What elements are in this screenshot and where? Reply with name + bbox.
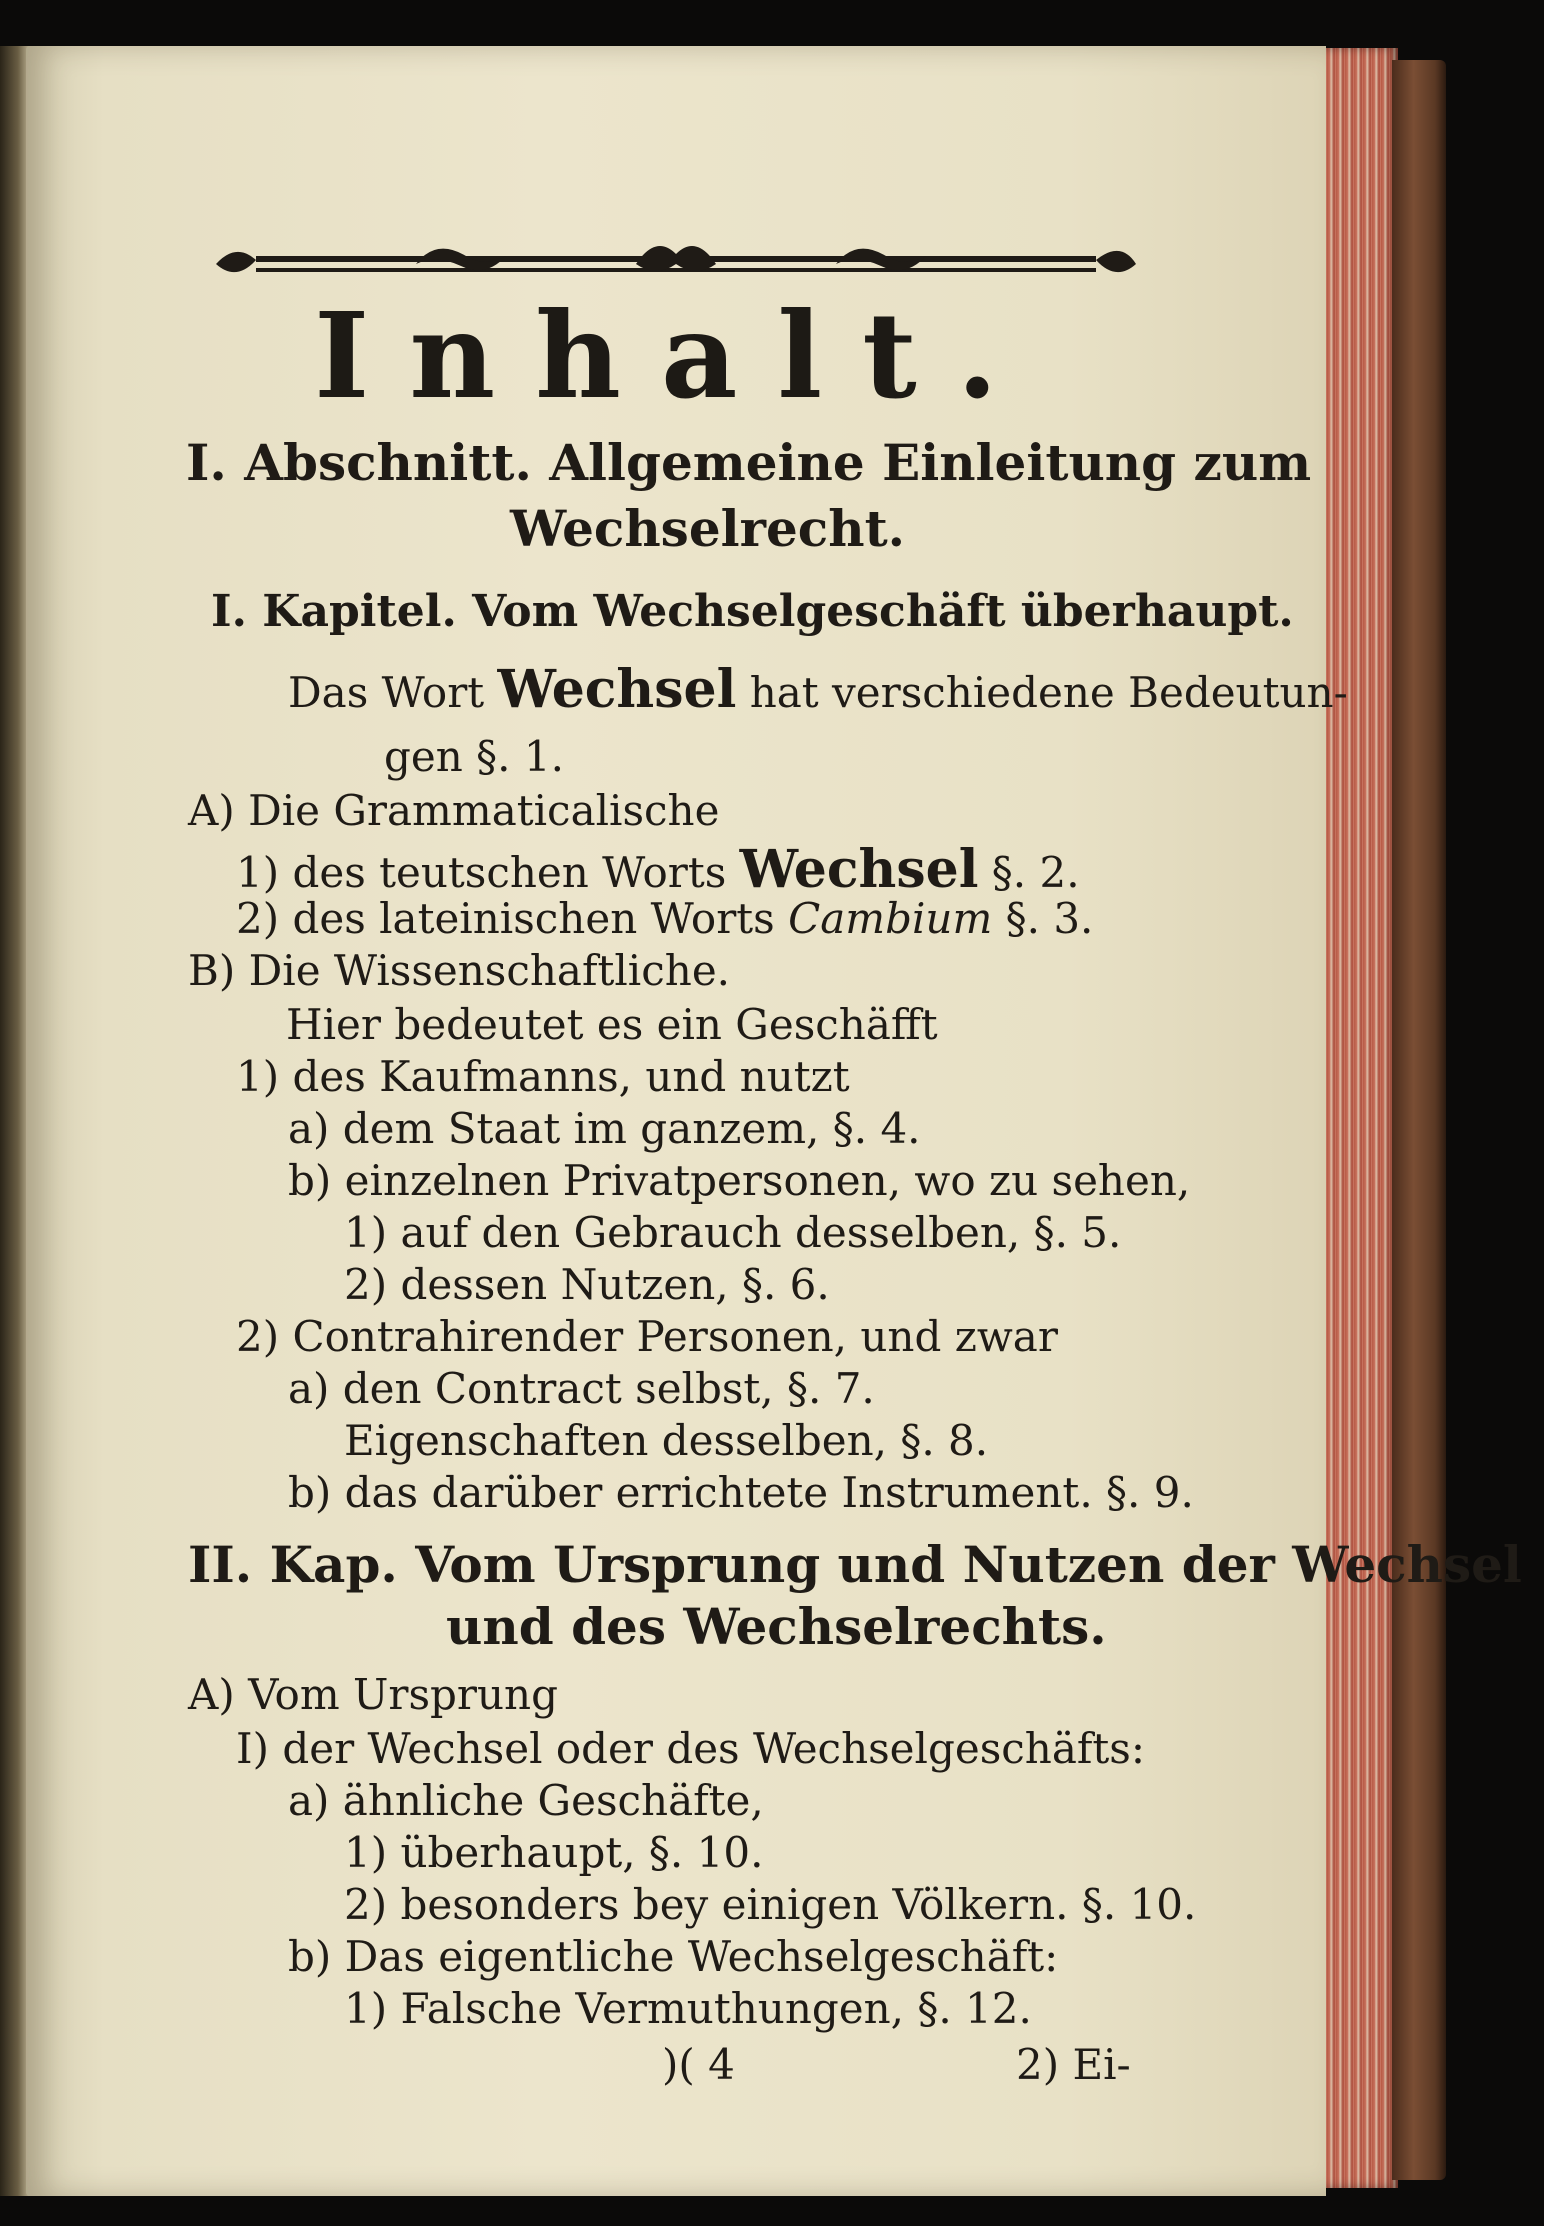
toc-entry: b) einzelnen Privatpersonen, wo zu sehen,	[288, 1156, 1191, 1205]
toc-entry: a) ähnliche Geschäfte,	[288, 1776, 764, 1825]
toc-entry: gen §. 1.	[384, 732, 564, 781]
catchword: 2) Ei-	[1016, 2040, 1131, 2089]
toc-emph: Wechsel	[497, 659, 737, 720]
toc-text: 1) des teutschen Worts	[236, 848, 740, 897]
toc-entry: 2) dessen Nutzen, §. 6.	[344, 1260, 830, 1309]
chapter-heading: I. Kapitel. Vom Wechselgeschäft überhaupt.	[211, 586, 1294, 637]
toc-text: hat verschiedene Bedeutun-	[736, 668, 1348, 717]
toc-entry: 2) besonders bey einigen Völkern. §. 10.	[344, 1880, 1197, 1929]
chapter-heading: II. Kap. Vom Ursprung und Nutzen der Wechsel	[188, 1535, 1522, 1594]
toc-entry: 2) Contrahirender Personen, und zwar	[236, 1312, 1058, 1361]
toc-text: §. 3.	[992, 894, 1094, 943]
section-heading-cont: Wechselrecht.	[510, 499, 906, 558]
toc-entry: A) Die Grammaticalische	[188, 786, 720, 835]
book-cover	[1392, 60, 1446, 2180]
toc-text: Das Wort	[288, 668, 498, 717]
section-heading: I. Abschnitt. Allgemeine Einleitung zum	[186, 433, 1312, 492]
toc-entry	[288, 659, 1348, 720]
toc-entry: B) Die Wissenschaftliche.	[188, 946, 731, 995]
signature-mark: )( 4	[662, 2040, 735, 2089]
toc-entry: A) Vom Ursprung	[188, 1670, 558, 1719]
toc-entry: Hier bedeutet es ein Geschäfft	[286, 1000, 938, 1049]
toc-emph: Cambium	[788, 894, 993, 943]
book-page	[26, 46, 1522, 2196]
toc-entry: 1) überhaupt, §. 10.	[344, 1828, 764, 1877]
toc-entry: b) Das eigentliche Wechselgeschäft:	[288, 1932, 1059, 1981]
page-edges	[1318, 48, 1398, 2188]
toc-entry: 1) Falsche Vermuthungen, §. 12.	[344, 1984, 1032, 2033]
toc-entry: Eigenschaften desselben, §. 8.	[344, 1416, 989, 1465]
toc-text: 2) des lateinischen Worts	[236, 894, 789, 943]
toc-text: §. 2.	[978, 848, 1080, 897]
toc-entry: I) der Wechsel oder des Wechselgeschäfts:	[236, 1724, 1146, 1773]
toc-entry	[236, 839, 1080, 900]
chapter-heading-cont: und des Wechselrechts.	[446, 1597, 1107, 1656]
toc-entry: a) dem Staat im ganzem, §. 4.	[288, 1104, 921, 1153]
toc-entry: 1) des Kaufmanns, und nutzt	[236, 1052, 850, 1101]
toc-entry: a) den Contract selbst, §. 7.	[288, 1364, 875, 1413]
page-title: Inhalt.	[314, 286, 1038, 425]
toc-emph: Wechsel	[739, 839, 979, 900]
toc-entry: 1) auf den Gebrauch desselben, §. 5.	[344, 1208, 1122, 1257]
toc-entry: b) das darüber errichtete Instrument. §. 9.	[288, 1468, 1194, 1517]
toc-entry	[236, 894, 1094, 943]
ornament-rule-icon	[216, 234, 1136, 294]
